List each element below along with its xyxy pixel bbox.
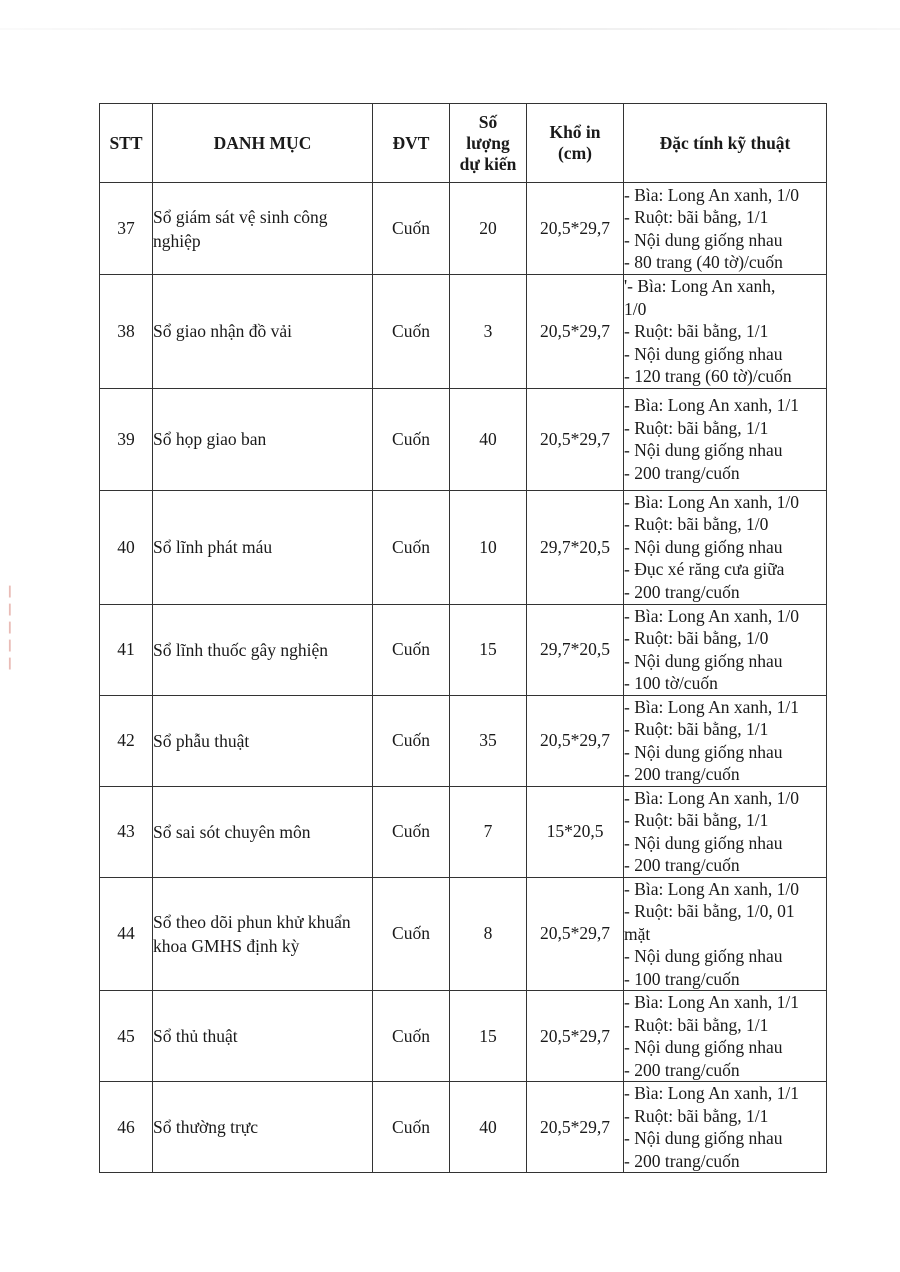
row-item-name: Sổ sai sót chuyên môn [153, 786, 373, 877]
spec-line: - Bìa: Long An xanh, 1/1 [624, 1083, 799, 1103]
row-specifications [624, 604, 827, 695]
row-stt: 44 [100, 877, 153, 991]
spec-line: 1/0 [624, 298, 647, 319]
spec-line: - Bìa: Long An xanh, 1/0 [624, 491, 799, 512]
row-item-name: Sổ theo dõi phun khử khuẩn khoa GMHS định kỳ [153, 877, 373, 991]
spec-line: - Ruột: bãi bằng, 1/1 [624, 321, 769, 341]
row-print-size: 20,5*29,7 [527, 183, 624, 275]
row-quantity: 10 [450, 490, 527, 604]
row-stt: 40 [100, 490, 153, 604]
row-quantity: 40 [450, 1082, 527, 1173]
row-stt: 46 [100, 1082, 153, 1173]
spec-line: - 100 trang/cuốn [624, 968, 740, 989]
row-item-name: Sổ giao nhận đồ vải [153, 275, 373, 389]
spec-line: - Nội dung giống nhau [624, 1037, 783, 1057]
header-specifications: Đặc tính kỹ thuật [624, 104, 827, 183]
spec-line: - Ruột: bãi bằng, 1/1 [624, 719, 769, 739]
spec-line: - Bìa: Long An xanh, 1/0 [624, 605, 799, 626]
row-print-size: 20,5*29,7 [527, 1082, 624, 1173]
row-stt: 43 [100, 786, 153, 877]
spec-line: - 200 trang/cuốn [624, 581, 740, 602]
spec-line: - Ruột: bãi bằng, 1/1 [624, 417, 769, 438]
spec-line: - Ruột: bãi bằng, 1/1 [624, 810, 769, 830]
table-row [100, 877, 827, 991]
spec-line: - Đục xé răng cưa giữa [624, 559, 785, 580]
row-specifications [624, 695, 827, 786]
spec-line: - Nội dung giống nhau [624, 650, 783, 671]
table-row [100, 275, 827, 389]
row-specifications [624, 991, 827, 1082]
spec-line: - 200 trang/cuốn [624, 1150, 740, 1171]
spec-line: - Ruột: bãi bằng, 1/1 [624, 1014, 769, 1035]
row-item-name: Sổ giám sát vệ sinh công nghiệp [153, 183, 373, 275]
spec-line: - Nội dung giống nhau [624, 1128, 783, 1148]
spec-line: - Nội dung giống nhau [624, 741, 783, 762]
row-unit: Cuốn [373, 604, 450, 695]
header-size-line: Khổ in [549, 122, 601, 142]
spec-line: - 200 trang/cuốn [624, 462, 740, 483]
spec-line: - Bìa: Long An xanh, 1/1 [624, 395, 799, 415]
spec-line: - 200 trang/cuốn [624, 764, 740, 784]
row-unit: Cuốn [373, 183, 450, 275]
header-category: DANH MỤC [153, 104, 373, 183]
spec-line: '- Bìa: Long An xanh, [624, 276, 776, 296]
spec-line: - Bìa: Long An xanh, 1/0 [624, 787, 799, 808]
spec-line: - 100 tờ/cuốn [624, 673, 718, 693]
row-print-size: 29,7*20,5 [527, 490, 624, 604]
spec-line: - Nội dung giống nhau [624, 440, 783, 460]
row-specifications [624, 877, 827, 991]
row-print-size: 20,5*29,7 [527, 695, 624, 786]
supplies-table [99, 103, 827, 1173]
table-row [100, 991, 827, 1082]
spec-line: - Ruột: bãi bằng, 1/0, 01 [624, 901, 795, 921]
spec-line: - Nội dung giống nhau [624, 946, 783, 966]
table-row [100, 183, 827, 275]
spec-line: - 200 trang/cuốn [624, 1059, 740, 1080]
header-size-line: (cm) [557, 143, 592, 163]
spec-line: - 200 trang/cuốn [624, 855, 740, 875]
spec-line: - Ruột: bãi bằng, 1/0 [624, 628, 769, 648]
spec-line: - Bìa: Long An xanh, 1/0 [624, 184, 799, 205]
row-quantity: 8 [450, 877, 527, 991]
header-quantity [450, 104, 527, 183]
spec-line: - Bìa: Long An xanh, 1/1 [624, 696, 799, 717]
row-stt: 37 [100, 183, 153, 275]
row-unit: Cuốn [373, 695, 450, 786]
row-quantity: 35 [450, 695, 527, 786]
row-specifications [624, 490, 827, 604]
spec-line: - Ruột: bãi bằng, 1/1 [624, 1105, 769, 1126]
header-stt: STT [100, 104, 153, 183]
row-unit: Cuốn [373, 1082, 450, 1173]
table-row [100, 604, 827, 695]
row-specifications [624, 183, 827, 275]
row-stt: 42 [100, 695, 153, 786]
stamp-fragment: ▕▏ ▕▏ ▕▏ ▕▏ ▕▏ [2, 587, 18, 670]
spec-line: - Ruột: bãi bằng, 1/0 [624, 514, 769, 535]
scan-artifact-line [0, 28, 900, 30]
row-quantity: 15 [450, 991, 527, 1082]
table-body [100, 183, 827, 1173]
spec-line: - Nội dung giống nhau [624, 229, 783, 250]
row-item-name: Sổ phẫu thuật [153, 695, 373, 786]
row-quantity: 15 [450, 604, 527, 695]
row-unit: Cuốn [373, 991, 450, 1082]
row-unit: Cuốn [373, 490, 450, 604]
row-stt: 41 [100, 604, 153, 695]
row-stt: 45 [100, 991, 153, 1082]
spec-line: - 120 trang (60 tờ)/cuốn [624, 366, 792, 386]
row-unit: Cuốn [373, 388, 450, 490]
row-unit: Cuốn [373, 275, 450, 389]
row-print-size: 20,5*29,7 [527, 991, 624, 1082]
row-quantity: 7 [450, 786, 527, 877]
header-quantity-line: Số [478, 111, 498, 132]
table-row [100, 1082, 827, 1173]
table-row [100, 695, 827, 786]
header-quantity-line: dự kiến [459, 153, 517, 174]
spec-line: - Nội dung giống nhau [624, 832, 783, 853]
row-quantity: 40 [450, 388, 527, 490]
row-item-name: Sổ thường trực [153, 1082, 373, 1173]
row-item-name: Sổ lĩnh thuốc gây nghiện [153, 604, 373, 695]
spec-line: - Bìa: Long An xanh, 1/1 [624, 992, 799, 1012]
spec-line: - 80 trang (40 tờ)/cuốn [624, 252, 783, 272]
table-row [100, 490, 827, 604]
row-print-size: 29,7*20,5 [527, 604, 624, 695]
table-row [100, 786, 827, 877]
spec-line: - Nội dung giống nhau [624, 343, 783, 364]
spec-line: - Bìa: Long An xanh, 1/0 [624, 878, 799, 899]
row-item-name: Sổ lĩnh phát máu [153, 490, 373, 604]
row-stt: 39 [100, 388, 153, 490]
spec-line: - Nội dung giống nhau [624, 536, 783, 557]
row-specifications [624, 1082, 827, 1173]
header-print-size [527, 104, 624, 183]
row-print-size: 20,5*29,7 [527, 877, 624, 991]
row-specifications [624, 275, 827, 389]
row-specifications [624, 786, 827, 877]
row-specifications [624, 388, 827, 490]
row-print-size: 15*20,5 [527, 786, 624, 877]
row-unit: Cuốn [373, 786, 450, 877]
header-unit: ĐVT [373, 104, 450, 183]
row-quantity: 20 [450, 183, 527, 275]
row-item-name: Sổ họp giao ban [153, 388, 373, 490]
row-print-size: 20,5*29,7 [527, 275, 624, 389]
row-print-size: 20,5*29,7 [527, 388, 624, 490]
spec-line: mặt [624, 923, 651, 944]
row-stt: 38 [100, 275, 153, 389]
row-unit: Cuốn [373, 877, 450, 991]
row-item-name: Sổ thủ thuật [153, 991, 373, 1082]
spec-line: - Ruột: bãi bằng, 1/1 [624, 207, 769, 227]
row-quantity: 3 [450, 275, 527, 389]
header-quantity-line: lượng [466, 132, 510, 153]
table-row [100, 388, 827, 490]
table-header [100, 104, 827, 183]
